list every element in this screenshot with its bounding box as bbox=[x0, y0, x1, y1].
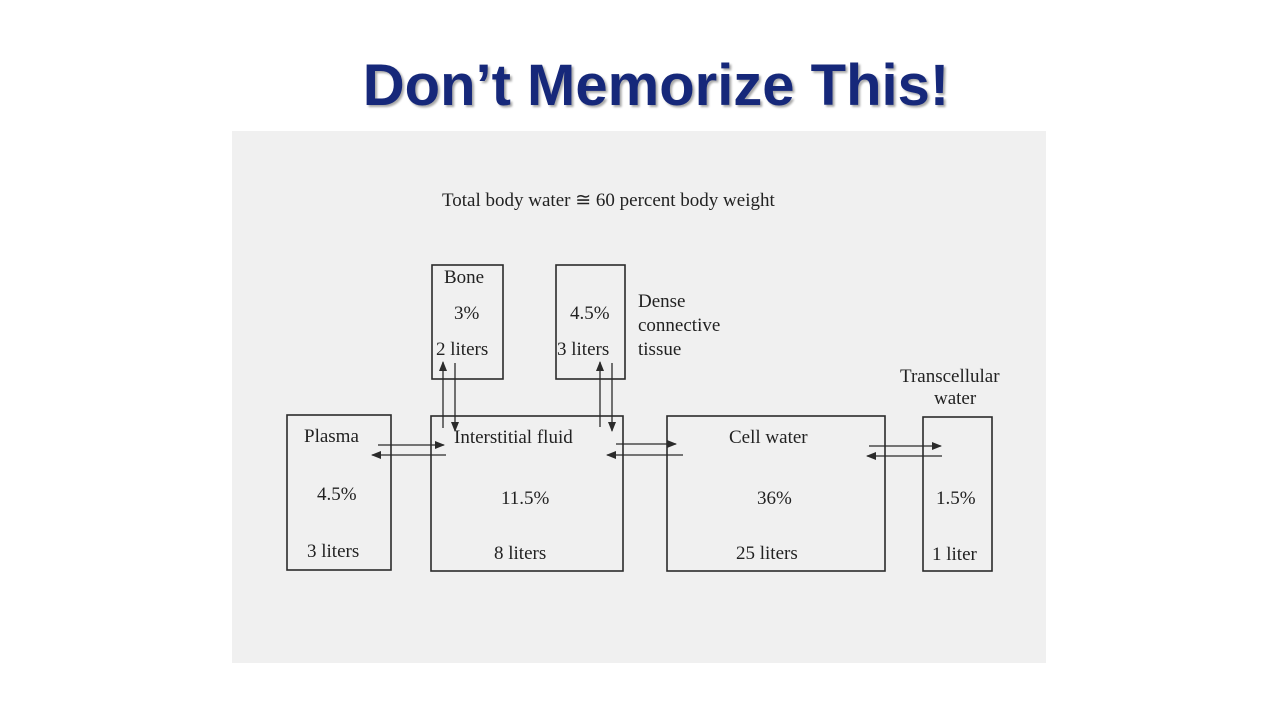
dense-percent: 4.5% bbox=[570, 303, 610, 324]
interstitial-percent: 11.5% bbox=[501, 488, 550, 509]
body-water-diagram bbox=[232, 131, 1046, 663]
transcellular-volume: 1 liter bbox=[932, 544, 977, 565]
cell-water-volume: 25 liters bbox=[736, 543, 798, 564]
dense-label-line2: connective bbox=[638, 315, 721, 336]
dense-label-line3: tissue bbox=[638, 339, 682, 360]
dense-volume: 3 liters bbox=[557, 339, 610, 360]
plasma-percent: 4.5% bbox=[317, 484, 357, 505]
transcellular-label-line1: Transcellular bbox=[900, 366, 1000, 387]
bone-percent: 3% bbox=[454, 303, 480, 324]
cell-water-percent: 36% bbox=[757, 488, 792, 509]
transcellular-percent: 1.5% bbox=[936, 488, 976, 509]
bone-volume: 2 liters bbox=[436, 339, 489, 360]
interstitial-label: Interstitial fluid bbox=[454, 427, 573, 448]
plasma-volume: 3 liters bbox=[307, 541, 360, 562]
cell-water-label: Cell water bbox=[729, 427, 808, 448]
dense-label-line1: Dense bbox=[638, 291, 686, 312]
plasma-label: Plasma bbox=[304, 426, 359, 447]
slide-title: Don’t Memorize This! bbox=[362, 53, 950, 118]
transcellular-label-line2: water bbox=[934, 388, 977, 409]
interstitial-volume: 8 liters bbox=[494, 543, 547, 564]
diagram-heading: Total body water ≅ 60 percent body weight bbox=[442, 190, 775, 211]
bone-label: Bone bbox=[444, 267, 485, 288]
